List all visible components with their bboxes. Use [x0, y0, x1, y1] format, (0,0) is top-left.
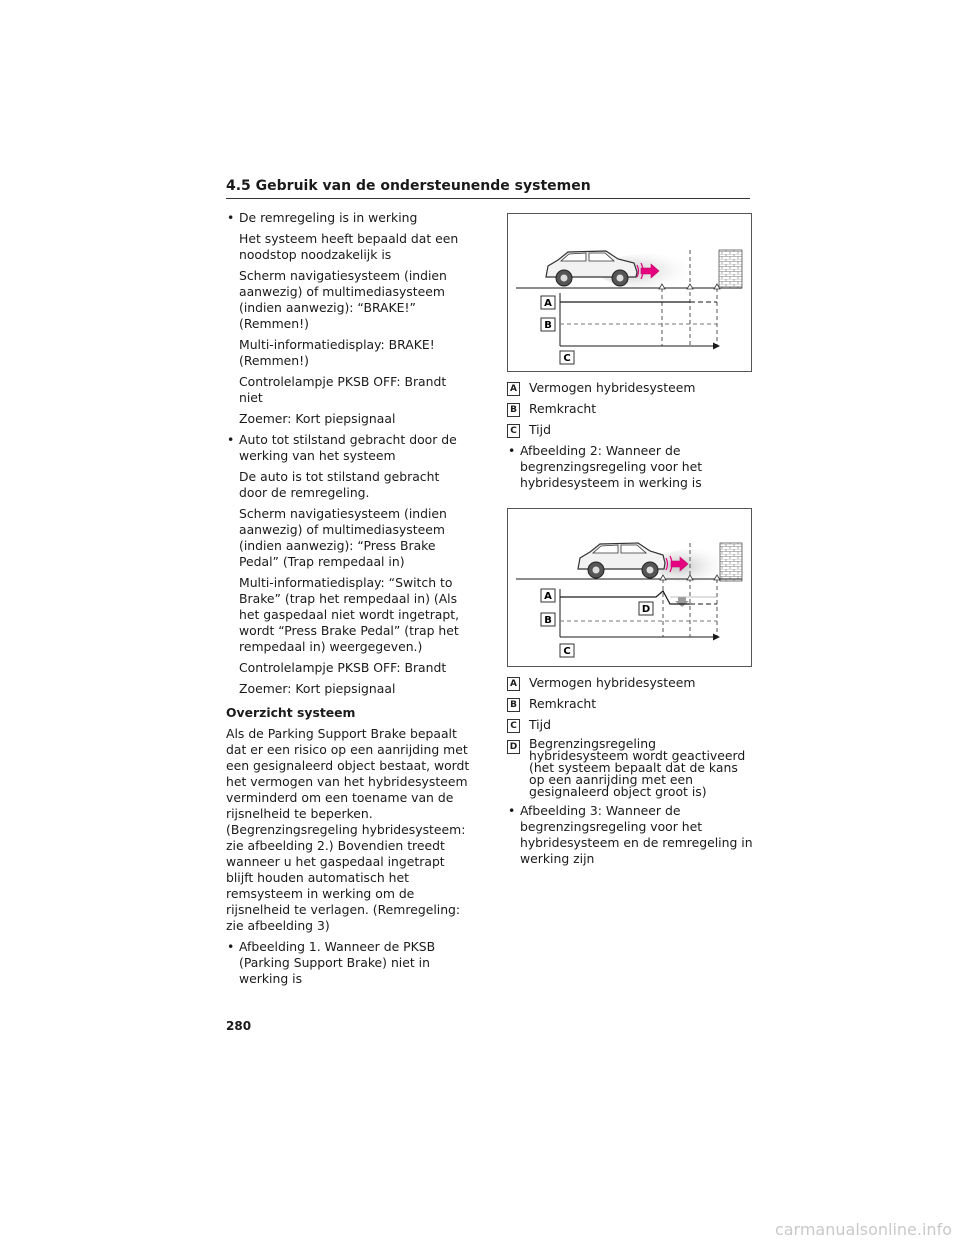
legend-tag: A — [507, 382, 520, 396]
bullet-detail: Controlelampje PKSB OFF: Brandt niet — [239, 374, 447, 405]
legend-text: Tijd — [529, 717, 551, 732]
figure-2-diagram — [508, 509, 751, 666]
bullet-vehicle-stopped: • Auto tot stilstand gebracht door de werking van het systeem — [226, 432, 470, 464]
legend-text: Tijd — [529, 422, 551, 437]
legend-item — [507, 696, 753, 712]
series-label-a: A — [544, 591, 552, 602]
wall-icon — [720, 543, 742, 581]
legend-tag: D — [507, 740, 520, 754]
series-label-d: D — [641, 604, 651, 615]
watermark-url[interactable]: carmanualsonline.info — [774, 1220, 952, 1239]
legend-text: Vermogen hybridesysteem — [529, 675, 696, 690]
page-number: 280 — [226, 1019, 252, 1033]
bullet-detail: Scherm navigatiesysteem (indien aanwezig) of multimediasysteem (indien aanwezig): “BRAKE!” (Remmen!) — [239, 268, 447, 331]
left-column — [226, 210, 470, 992]
legend-item — [507, 422, 753, 438]
bullet-figure-2: • Afbeelding 2: Wanneer de begrenzingsregeling voor het hybridesysteem in werking is — [507, 443, 753, 491]
bullet-detail: Controlelampje PKSB OFF: Brandt — [239, 660, 447, 675]
bullet-detail: De auto is tot stilstand gebracht door de remregeling. — [239, 469, 440, 500]
bullet-detail: Multi-informatiedisplay: BRAKE! (Remmen!) — [239, 337, 435, 368]
legend-tag: A — [507, 677, 520, 691]
series-label-b: B — [544, 320, 552, 331]
overview-heading: Overzicht systeem — [226, 705, 356, 720]
car-icon — [578, 543, 665, 578]
bullet-brake-active: • De remregeling is in werking — [226, 210, 470, 226]
figure-1-diagram — [508, 214, 751, 371]
figure-1-legend — [507, 380, 753, 496]
figure-2 — [507, 508, 752, 667]
legend-item — [507, 717, 753, 733]
activation-marker-icon — [675, 597, 689, 607]
legend-text: Begrenzingsregeling hybridesysteem wordt geactiveerd (het systeem bepaalt dat de kans op een aanrijding met een gesignaleerd object groot is) — [529, 736, 746, 799]
series-label-b: B — [544, 615, 552, 626]
legend-item — [507, 380, 753, 396]
bullet-detail: Het systeem heeft bepaald dat een noodstop noodzakelijk is — [239, 231, 459, 262]
bullet-detail: Multi-informatiedisplay: “Switch to Brake” (trap het rempedaal in) (Als het gaspedaal niet wordt ingetrapt, wordt “Press Brake Pedal” (trap het rempedaal in) weergegeven.) — [239, 575, 460, 654]
bullet-detail: Zoemer: Kort piepsignaal — [239, 411, 396, 426]
legend-item — [507, 401, 753, 417]
bullet-detail: Zoemer: Kort piepsignaal — [239, 681, 396, 696]
bullet-figure-3: • Afbeelding 3: Wanneer de begrenzingsregeling voor het hybridesysteem en de remregeling in werking zijn — [507, 803, 753, 867]
sensor-glow — [655, 549, 731, 583]
legend-text: Vermogen hybridesysteem — [529, 380, 696, 395]
legend-tag: B — [507, 403, 520, 417]
series-label-a: A — [544, 298, 552, 309]
legend-text: Remkracht — [529, 401, 597, 416]
legend-tag: C — [507, 424, 520, 438]
legend-tag: C — [507, 719, 520, 733]
overview-paragraph: Als de Parking Support Brake bepaalt dat er een risico op een aanrijding met een gesignaleerd object bestaat, wordt het vermogen van het hybridesysteem verminderd om een toename van de rijsnelheid te beperken. (Begrenzingsregeling hybridesysteem: zie afbeelding 2.) Bovendien treedt wanneer u het gaspedaal ingetrapt blijft houden automatisch het remsysteem in werking om de rijsnelheid te verlagen. (Remregeling: zie afbeelding 3) — [226, 726, 470, 933]
bullet-figure-1: • Afbeelding 1. Wanneer de PKSB (Parking Support Brake) niet in werking is — [226, 939, 470, 987]
axis-label-c: C — [563, 646, 571, 657]
figure-1 — [507, 213, 752, 372]
legend-tag: B — [507, 698, 520, 712]
wall-icon — [719, 250, 742, 288]
legend-text: Remkracht — [529, 696, 597, 711]
figure-2-legend — [507, 675, 753, 872]
legend-item — [507, 738, 753, 798]
bullet-detail: Scherm navigatiesysteem (indien aanwezig) of multimediasysteem (indien aanwezig): “Press Brake Pedal” (Trap rempedaal in) — [239, 506, 447, 569]
section-title: 4.5 Gebruik van de ondersteunende systemen — [226, 178, 750, 199]
legend-item — [507, 675, 753, 691]
axis-label-c: C — [563, 353, 571, 364]
